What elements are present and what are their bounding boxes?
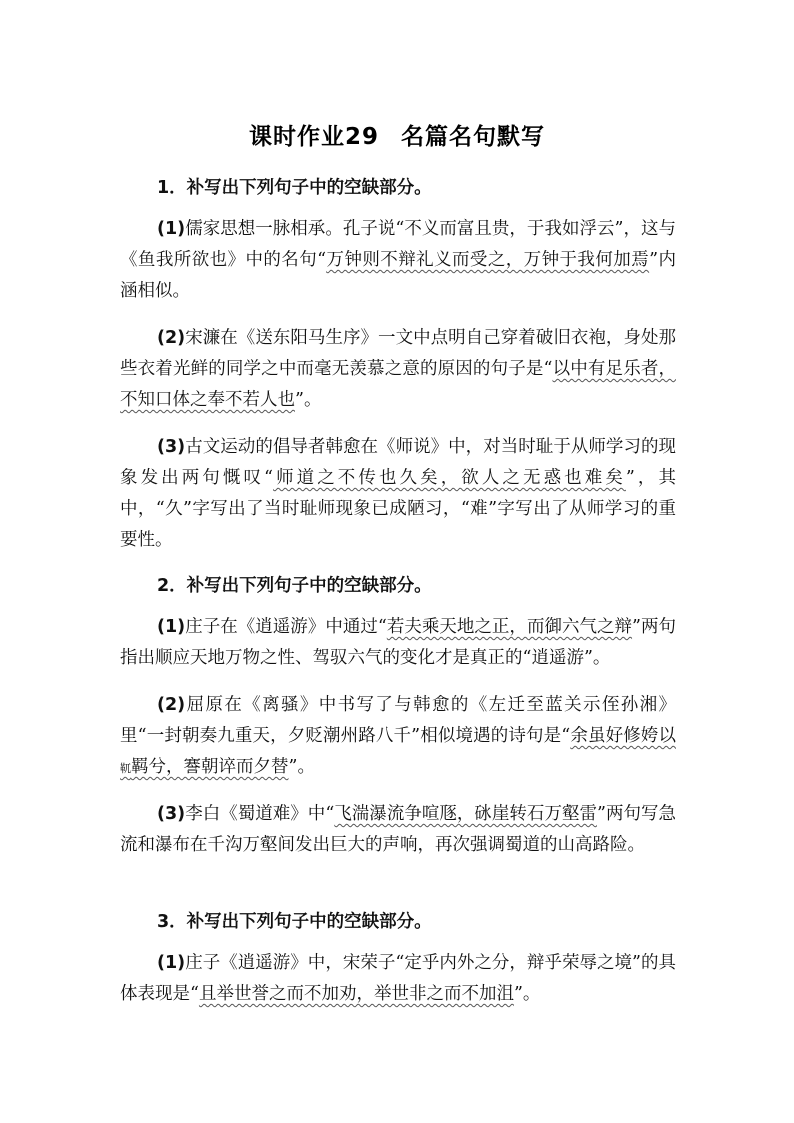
q2-item-3: (3)李白《蜀道难》中“飞湍瀑流争喧豗，砯崖转石万壑雷”两句写急流和瀑布在千沟万壑间发出巨大的声响，再次强调蜀道的山高路险。 [120, 804, 677, 855]
q1-item-3: (3)古文运动的倡导者韩愈在《师说》中，对当时耻于从师学习的现象发出两句慨叹“师道之不传也久矣，欲人之无惑也难矣”，其中，“久”字写出了当时耻师现象已成陋习，“难”字写出了从师学习的重要性。 [120, 437, 677, 550]
title-main: 课时作业29 [248, 124, 379, 150]
question-2-stem: 2．补写出下列句子中的空缺部分。 [157, 576, 432, 596]
answer-text: 以中有足乐者，不知口体之奉不若人也 [120, 359, 676, 410]
title-sub: 名篇名句默写 [401, 124, 545, 150]
annotation-glyph: 靰 [120, 762, 131, 775]
question-1-stem: 1．补写出下列句子中的空缺部分。 [157, 178, 432, 198]
answer-text: 余虽好修姱以 [570, 726, 676, 746]
q1-item-1: (1)儒家思想一脉相承。孔子说“不义而富且贵，于我如浮云”，这与《鱼我所欲也》中的名句“万钟则不辩礼义而受之，万钟于我何加焉”内涵相似。 [120, 219, 676, 301]
page-title [0, 118, 794, 151]
answer-text: 且举世誉之而不加劝，举世非之而不加沮 [198, 984, 514, 1004]
q2-item-2: (2)屈原在《离骚》中书写了与韩愈的《左迁至蓝关示侄孙湘》里“一封朝奏九重天，夕贬潮州路八千”相似境遇的诗句是“余虽好修姱以靰羁兮，謇朝谇而夕替”。 [120, 695, 676, 777]
question-3-stem: 3．补写出下列句子中的空缺部分。 [157, 912, 432, 932]
answer-text: 若夫乘天地之正，而御六气之辩 [386, 617, 633, 637]
answer-text: 羁兮，謇朝谇而夕替 [131, 757, 289, 777]
q2-item-1: (1)庄子在《逍遥游》中通过“若夫乘天地之正，而御六气之辩”两句指出顺应天地万物之性、驾驭六气的变化才是真正的“逍遥游”。 [120, 617, 677, 668]
q3-item-1: (1)庄子《逍遥游》中，宋荣子“定乎内外之分，辩乎荣辱之境”的具体表现是“且举世誉之而不加劝，举世非之而不加沮”。 [120, 953, 676, 1004]
answer-text: 师道之不传也久矣，欲人之无惑也难矣 [273, 468, 626, 488]
answer-text: 飞湍瀑流争喧豗，砯崖转石万壑雷 [334, 804, 597, 824]
q1-item-2: (2)宋濂在《送东阳马生序》一文中点明自己穿着破旧衣袍，身处那些衣着光鲜的同学之中而毫无羡慕之意的原因的句子是“以中有足乐者，不知口体之奉不若人也”。 [120, 328, 676, 410]
answer-text: 万钟则不辩礼义而受之，万钟于我何加焉 [326, 250, 650, 270]
